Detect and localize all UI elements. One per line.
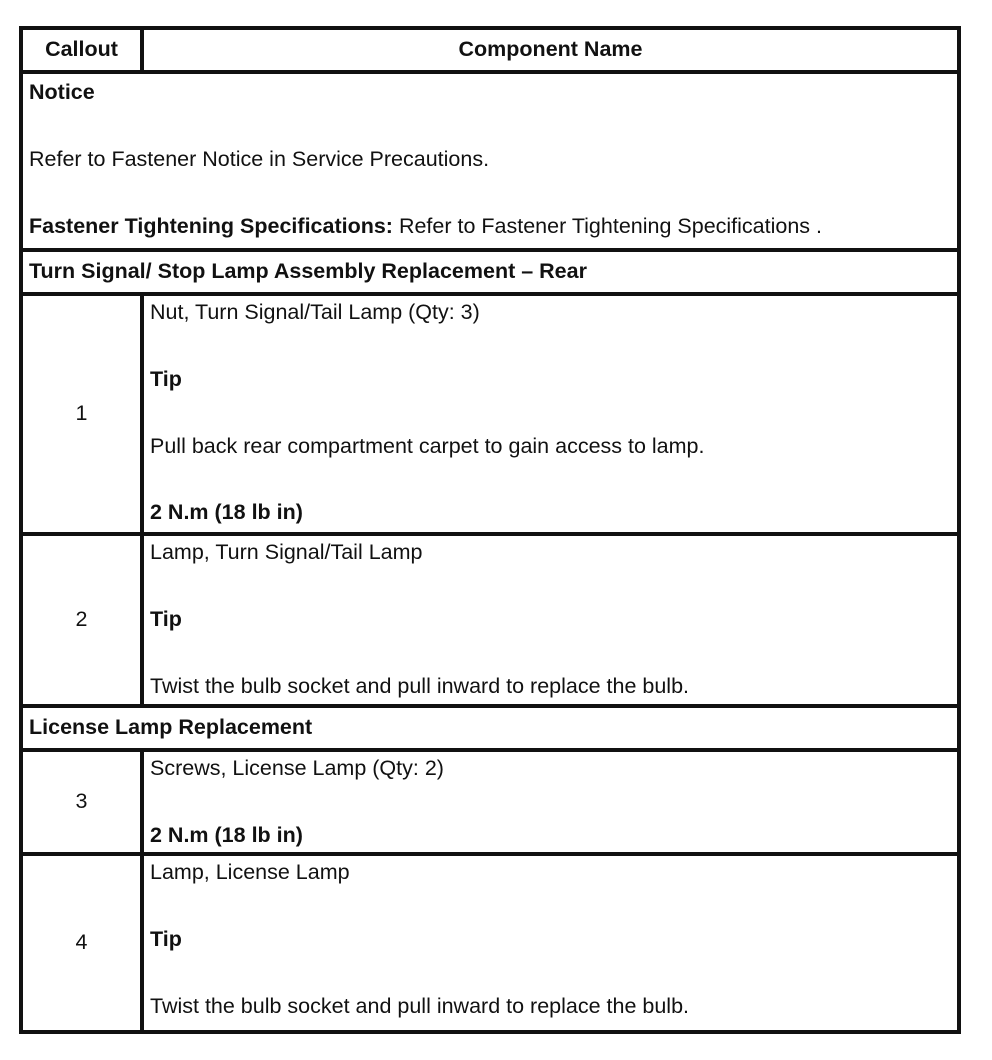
- section-title: License Lamp Replacement: [21, 706, 959, 750]
- notice-text: Refer to Fastener Notice in Service Precautions.: [29, 146, 490, 171]
- section-row: [21, 250, 959, 294]
- table-row: [21, 750, 959, 854]
- component-cell: [142, 750, 959, 854]
- component-table: [19, 26, 961, 1034]
- component-name: Screws, License Lamp (Qty: 2): [150, 756, 444, 780]
- section-row: [21, 706, 959, 750]
- tip-text: Pull back rear compartment carpet to gain access to lamp.: [150, 433, 705, 458]
- torque-spec: 2 N.m (18 lb in): [150, 822, 303, 847]
- table-row: [21, 534, 959, 706]
- component-name: Lamp, License Lamp: [150, 860, 350, 884]
- tip-label: Tip: [150, 926, 182, 951]
- table-row: [21, 294, 959, 534]
- fastener-spec-text: Refer to Fastener Tightening Specifications .: [392, 213, 823, 238]
- notice-title: Notice: [29, 80, 95, 104]
- tip-label: Tip: [150, 366, 182, 391]
- callout-number: 4: [21, 854, 142, 1032]
- callout-number: 3: [21, 750, 142, 854]
- notice-row: [21, 72, 959, 250]
- tip-text: Twist the bulb socket and pull inward to replace the bulb.: [150, 673, 690, 698]
- component-name-header: Component Name: [142, 28, 959, 72]
- callout-number: 2: [21, 534, 142, 706]
- tip-text: Twist the bulb socket and pull inward to replace the bulb.: [150, 993, 690, 1018]
- fastener-spec-line: [29, 214, 957, 240]
- table-row: [21, 854, 959, 1032]
- header-row: [21, 28, 959, 72]
- section-title: Turn Signal/ Stop Lamp Assembly Replacement – Rear: [21, 250, 959, 294]
- component-name: Nut, Turn Signal/Tail Lamp (Qty: 3): [150, 300, 480, 324]
- callout-number: 1: [21, 294, 142, 534]
- component-cell: [142, 534, 959, 706]
- torque-spec: 2 N.m (18 lb in): [150, 500, 303, 525]
- component-cell: [142, 294, 959, 534]
- fastener-spec-label: Fastener Tightening Specifications:: [29, 213, 393, 238]
- tip-label: Tip: [150, 606, 182, 631]
- callout-header: Callout: [21, 28, 142, 72]
- component-name: Lamp, Turn Signal/Tail Lamp: [150, 540, 423, 564]
- notice-cell: [21, 72, 959, 250]
- component-cell: [142, 854, 959, 1032]
